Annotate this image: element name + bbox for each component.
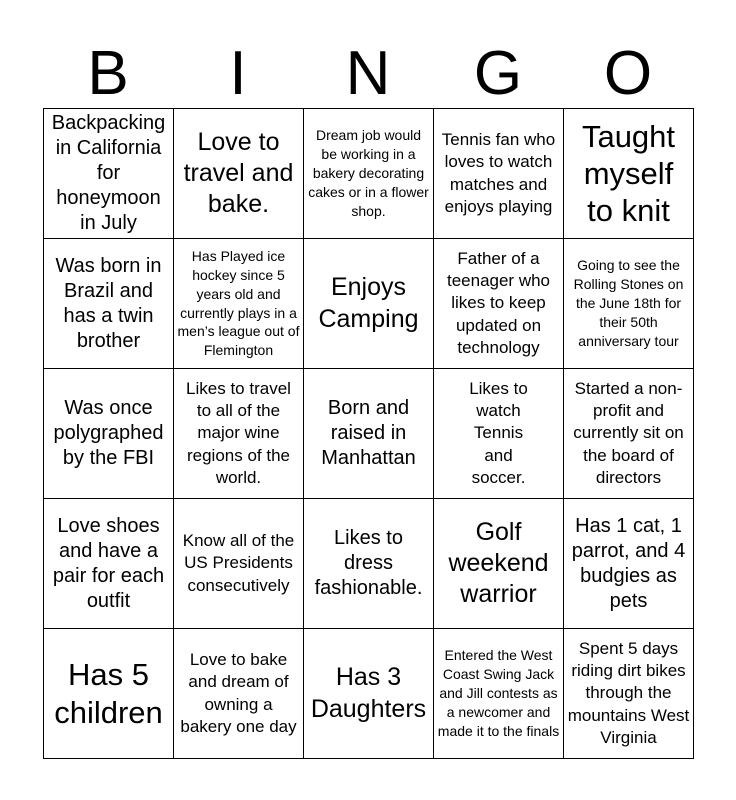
bingo-cell-r3-c2[interactable] bbox=[174, 369, 304, 499]
bingo-cell-r5-c5[interactable] bbox=[564, 629, 694, 759]
header-letter-i: I bbox=[229, 39, 247, 108]
cell-text: Has 1 cat, 1 parrot, and 4 budgies as pets bbox=[571, 514, 686, 612]
bingo-cell-r4-c3[interactable] bbox=[304, 499, 434, 629]
cell-text: Tennis fan who loves to watch matches and enjoys playing bbox=[441, 130, 556, 216]
cell-text: Love shoes and have a pair for each outfit bbox=[52, 514, 165, 612]
header-letter-n: N bbox=[345, 39, 391, 108]
cell-text: Dream job would be working in a bakery decorating cakes or in a flower shop. bbox=[308, 127, 429, 219]
cell-text: Backpacking in California for honeymoon in July bbox=[51, 112, 166, 234]
bingo-cell-r1-c4[interactable] bbox=[434, 109, 564, 239]
cell-text: Has 5 children bbox=[54, 657, 163, 730]
bingo-cell-r5-c1[interactable] bbox=[44, 629, 174, 759]
bingo-cell-r1-c1[interactable] bbox=[44, 109, 174, 239]
bingo-cell-r2-c1[interactable] bbox=[44, 239, 174, 369]
bingo-cell-r3-c5[interactable] bbox=[564, 369, 694, 499]
cell-text: Spent 5 days riding dirt bikes through the mountains West Virginia bbox=[567, 639, 690, 747]
bingo-cell-r3-c4[interactable] bbox=[434, 369, 564, 499]
bingo-cell-r4-c1[interactable] bbox=[44, 499, 174, 629]
cell-text: Love to bake and dream of owning a bakery one day bbox=[180, 650, 297, 736]
cell-text: Likes to watch Tennis and soccer. bbox=[469, 379, 528, 487]
cell-text: Entered the West Coast Swing Jack and Jill contests as a newcomer and made it to the finals bbox=[437, 647, 560, 739]
bingo-cell-r4-c4[interactable] bbox=[434, 499, 564, 629]
bingo-board bbox=[43, 108, 694, 759]
bingo-cell-r3-c1[interactable] bbox=[44, 369, 174, 499]
bingo-cell-r2-c2[interactable] bbox=[174, 239, 304, 369]
cell-text: Enjoys Camping bbox=[318, 273, 419, 333]
cell-text: Has Played ice hockey since 5 years old and currently plays in a men’s league out of Flemington bbox=[177, 247, 300, 359]
bingo-cell-r1-c3[interactable] bbox=[304, 109, 434, 239]
bingo-cell-r3-c3[interactable] bbox=[304, 369, 434, 499]
bingo-cell-r5-c3[interactable] bbox=[304, 629, 434, 759]
cell-text: Was born in Brazil and has a twin brother bbox=[55, 254, 162, 352]
bingo-cell-r1-c2[interactable] bbox=[174, 109, 304, 239]
cell-text: Going to see the Rolling Stones on the June 18th for their 50th anniversary tour bbox=[573, 257, 684, 349]
bingo-cell-r4-c2[interactable] bbox=[174, 499, 304, 629]
header-letter-b: B bbox=[87, 39, 129, 108]
cell-text: Father of a teenager who likes to keep updated on technology bbox=[446, 249, 551, 357]
cell-text: Love to travel and bake. bbox=[183, 127, 294, 219]
cell-text: Likes to travel to all of the major wine regions of the world. bbox=[186, 379, 291, 487]
bingo-cell-r1-c5[interactable] bbox=[564, 109, 694, 239]
header-letter-o: O bbox=[603, 39, 653, 108]
bingo-cell-r2-c4[interactable] bbox=[434, 239, 564, 369]
bingo-cell-r2-c5[interactable] bbox=[564, 239, 694, 369]
cell-text: Has 3 Daughters bbox=[310, 663, 427, 723]
cell-text: Was once polygraphed by the FBI bbox=[53, 397, 164, 469]
bingo-cell-r4-c5[interactable] bbox=[564, 499, 694, 629]
cell-text: Taught myself to knit bbox=[581, 118, 676, 229]
cell-text: Golf weekend warrior bbox=[448, 517, 549, 609]
cell-text: Started a non-profit and currently sit on the board of directors bbox=[573, 379, 684, 487]
header-letter-g: G bbox=[473, 39, 523, 108]
bingo-cell-r5-c4[interactable] bbox=[434, 629, 564, 759]
cell-text: Know all of the US Presidents consecutively bbox=[182, 531, 295, 595]
bingo-cell-r2-c3[interactable] bbox=[304, 239, 434, 369]
cell-text: Born and raised in Manhattan bbox=[321, 397, 416, 469]
bingo-header bbox=[43, 40, 693, 108]
bingo-cell-r5-c2[interactable] bbox=[174, 629, 304, 759]
cell-text: Likes to dress fashionable. bbox=[314, 527, 423, 599]
